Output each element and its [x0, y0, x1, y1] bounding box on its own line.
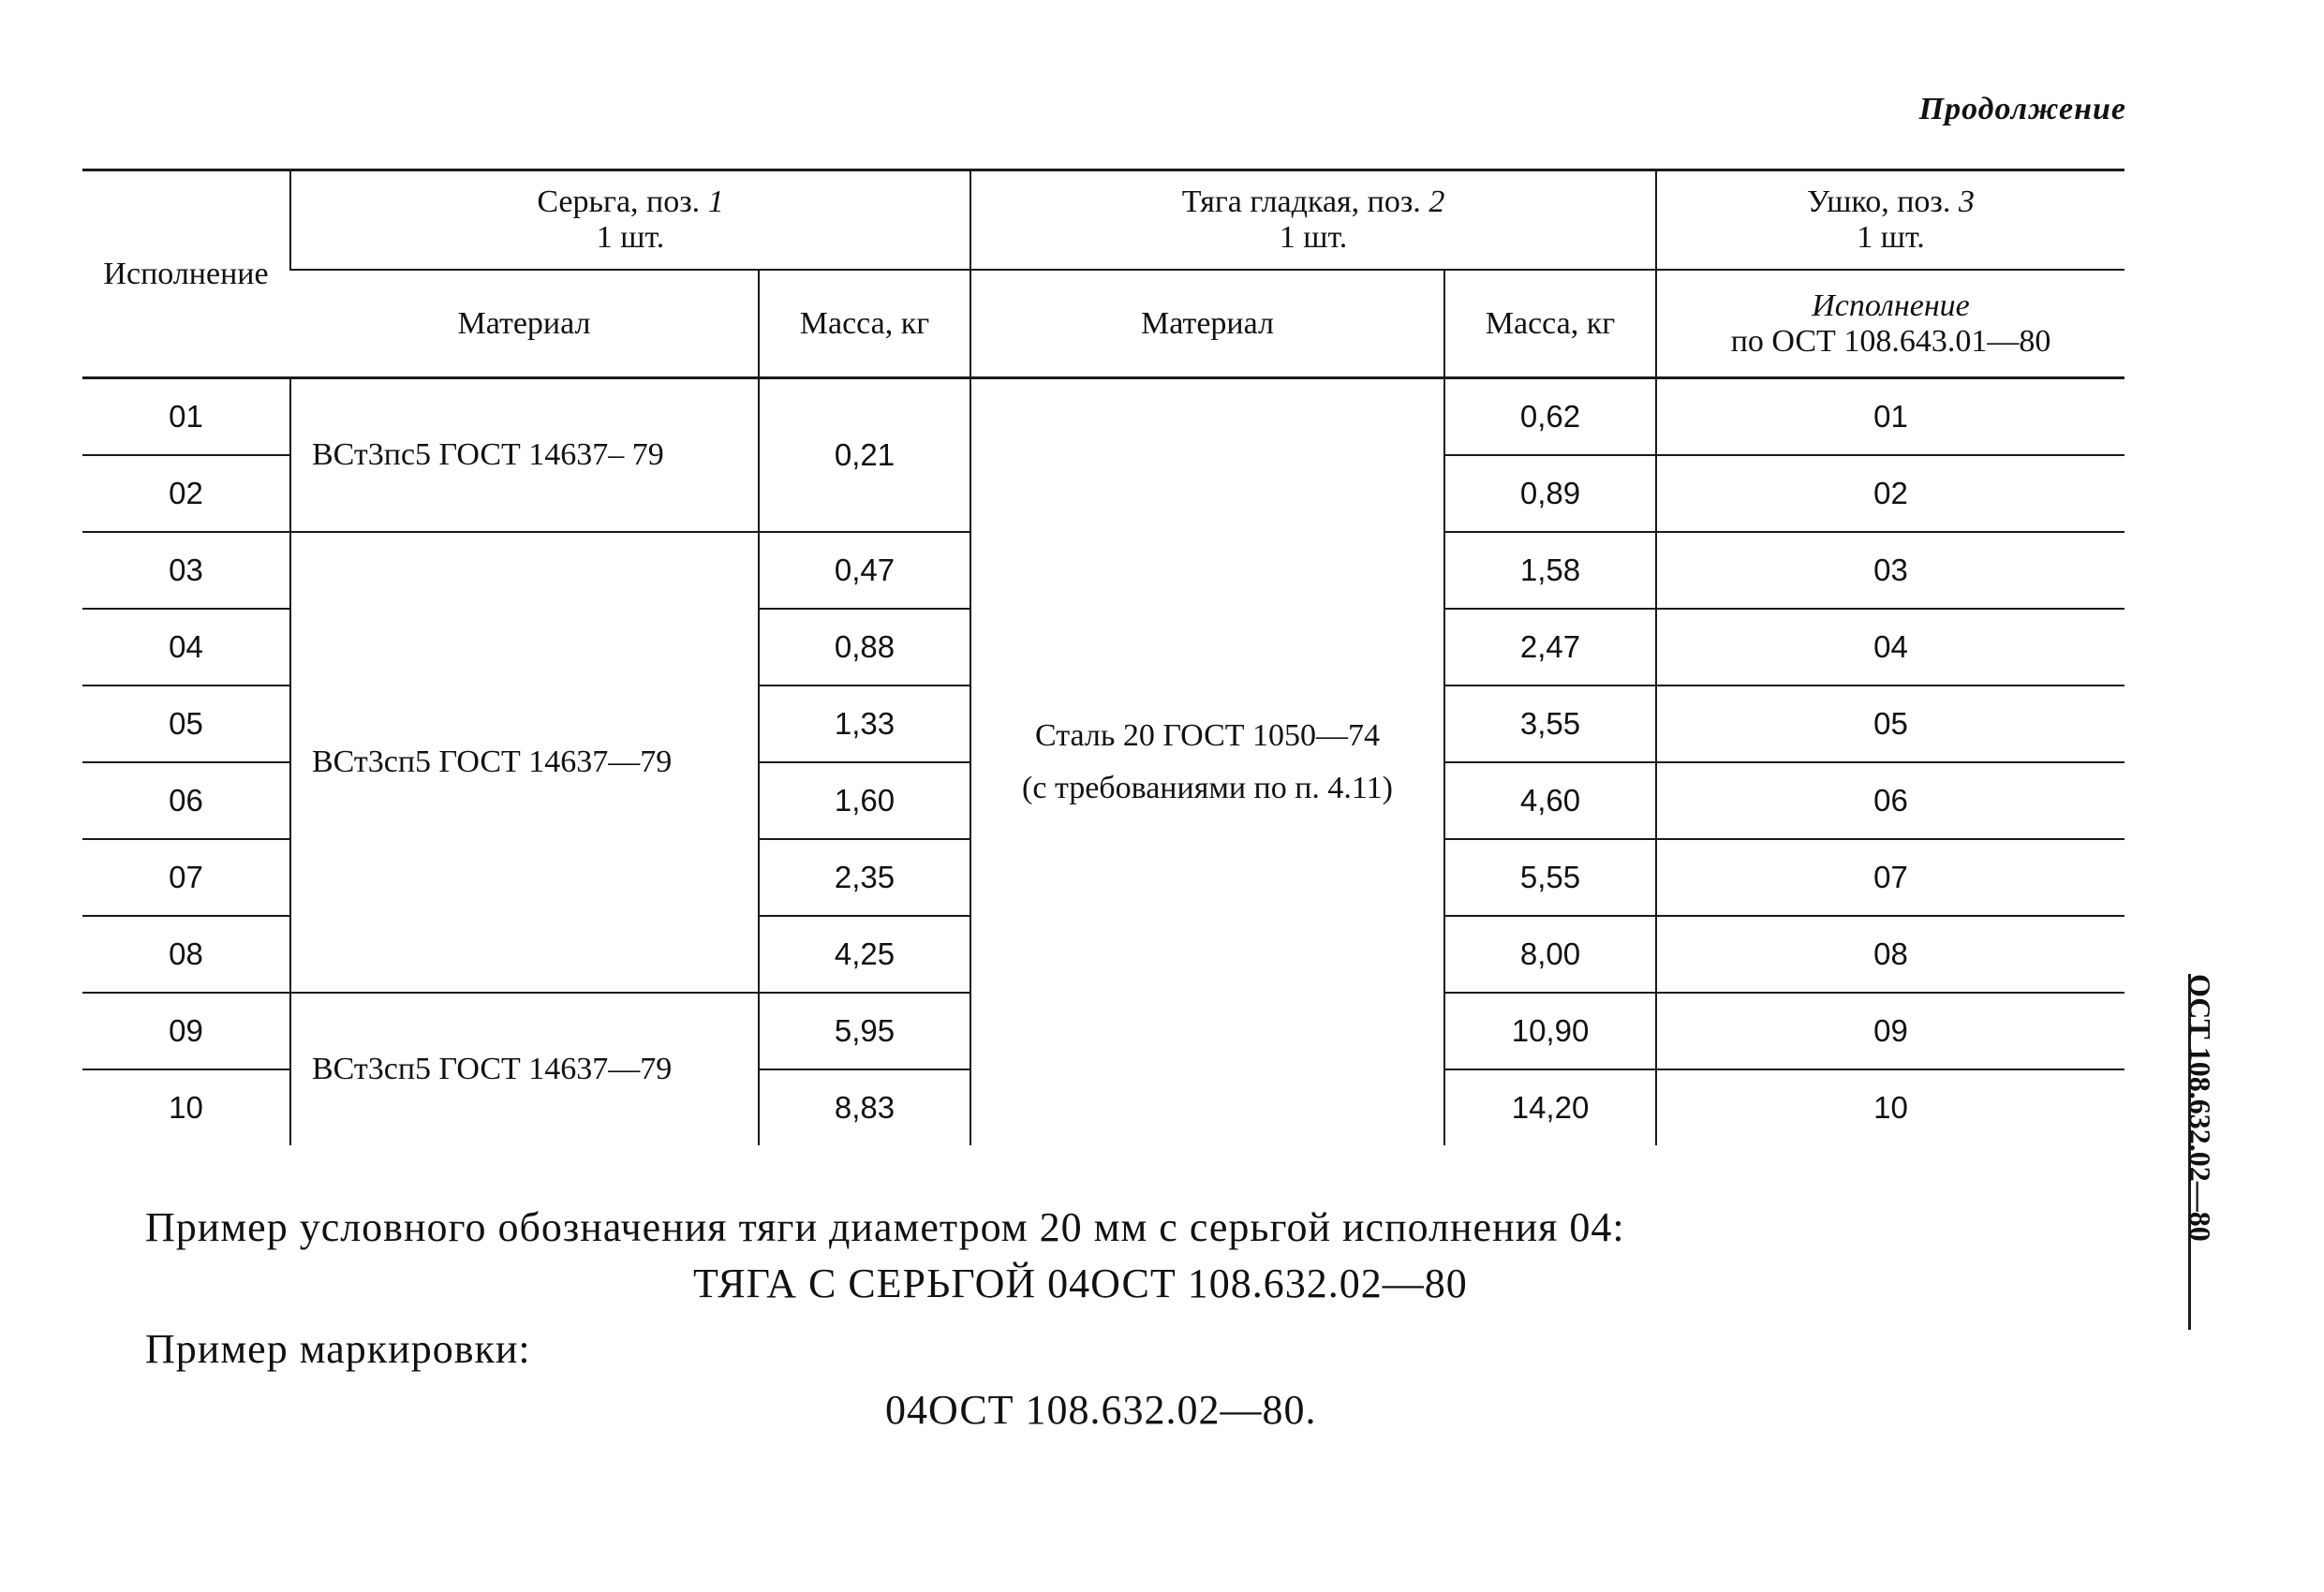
eye-execution-cell: 07	[1656, 839, 2124, 916]
rod-material-cell: Сталь 20 ГОСТ 1050—74 (с требованиями по п. 4.11)	[970, 378, 1444, 1146]
rod-mass-cell: 5,55	[1444, 839, 1656, 916]
designation-example-text: Пример условного обозначения тяги диаметром 20 мм с серьгой исполнения 04:	[145, 1204, 1625, 1250]
rod-mass-cell: 3,55	[1444, 685, 1656, 762]
header-earring-mass: Масса, кг	[759, 270, 970, 378]
earring-mass-cell: 5,95	[759, 993, 970, 1069]
header-earring-material: Материал	[290, 270, 759, 378]
rod-mass-cell: 8,00	[1444, 916, 1656, 993]
eye-execution-cell: 03	[1656, 532, 2124, 609]
earring-material-cell: ВСт3сп5 ГОСТ 14637—79	[290, 993, 759, 1145]
eye-execution-cell: 04	[1656, 609, 2124, 685]
header-rod: Тяга гладкая, поз. 2 1 шт.	[970, 170, 1656, 271]
execution-cell: 10	[82, 1069, 290, 1145]
earring-material-cell: ВСт3пс5 ГОСТ 14637– 79	[290, 378, 759, 533]
execution-cell: 01	[82, 378, 290, 456]
eye-execution-cell: 10	[1656, 1069, 2124, 1145]
continuation-label: Продолжение	[1918, 92, 2126, 126]
rod-mass-cell: 10,90	[1444, 993, 1656, 1069]
execution-cell: 02	[82, 455, 290, 532]
header-eye: Ушко, поз. 3 1 шт.	[1656, 170, 2124, 271]
side-standard-code	[2183, 974, 2228, 1330]
header-rod-material: Материал	[970, 270, 1444, 378]
rod-mass-cell: 14,20	[1444, 1069, 1656, 1145]
execution-cell: 05	[82, 685, 290, 762]
header-eye-execution: Исполнение по ОСТ 108.643.01—80	[1656, 270, 2124, 378]
earring-mass-cell: 4,25	[759, 916, 970, 993]
eye-execution-cell: 05	[1656, 685, 2124, 762]
earring-mass-cell: 8,83	[759, 1069, 970, 1145]
earring-mass-cell: 2,35	[759, 839, 970, 916]
execution-cell: 07	[82, 839, 290, 916]
rod-mass-cell: 0,89	[1444, 455, 1656, 532]
execution-cell: 09	[82, 993, 290, 1069]
earring-mass-cell: 1,60	[759, 762, 970, 839]
table-row	[82, 378, 2124, 456]
execution-cell: 08	[82, 916, 290, 993]
eye-execution-cell: 01	[1656, 378, 2124, 456]
rod-mass-cell: 4,60	[1444, 762, 1656, 839]
earring-mass-cell: 0,88	[759, 609, 970, 685]
eye-execution-cell: 08	[1656, 916, 2124, 993]
earring-mass-cell: 0,47	[759, 532, 970, 609]
header-execution: Исполнение	[82, 170, 290, 378]
execution-cell: 06	[82, 762, 290, 839]
execution-cell: 04	[82, 609, 290, 685]
earring-mass-cell: 1,33	[759, 685, 970, 762]
earring-material-cell: ВСт3сп5 ГОСТ 14637—79	[290, 532, 759, 993]
eye-execution-cell: 09	[1656, 993, 2124, 1069]
execution-cell: 03	[82, 532, 290, 609]
spec-table	[82, 169, 2124, 1145]
marking-example-label: Пример маркировки:	[145, 1326, 531, 1372]
marking-value: 04ОСТ 108.632.02—80.	[885, 1387, 1317, 1433]
side-standard-code-text: ОСТ 108.632.02—80	[2183, 974, 2217, 1242]
designation-value: ТЯГА С СЕРЬГОЙ 04ОСТ 108.632.02—80	[693, 1260, 1468, 1306]
eye-execution-cell: 06	[1656, 762, 2124, 839]
rod-mass-cell: 1,58	[1444, 532, 1656, 609]
rod-mass-cell: 2,47	[1444, 609, 1656, 685]
earring-mass-cell: 0,21	[759, 378, 970, 533]
eye-execution-cell: 02	[1656, 455, 2124, 532]
rod-mass-cell: 0,62	[1444, 378, 1656, 456]
header-rod-mass: Масса, кг	[1444, 270, 1656, 378]
header-earring: Серьга, поз. 1 1 шт.	[290, 170, 970, 271]
